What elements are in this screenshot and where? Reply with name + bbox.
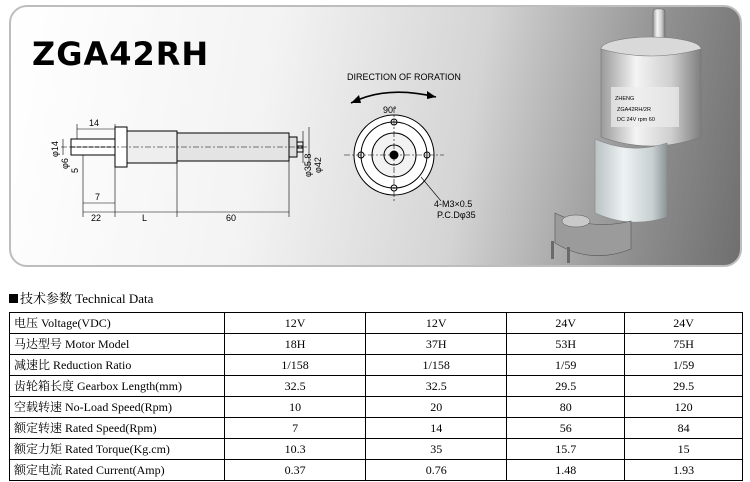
dim-5: 5: [70, 167, 80, 173]
table-row: [10, 418, 743, 439]
row-value: 15: [625, 439, 743, 460]
row-value: 1.48: [507, 460, 625, 481]
side-view-drawing: [61, 124, 309, 217]
front-view-drawing: [344, 107, 444, 203]
table-row: [10, 439, 743, 460]
dim-7: 7: [95, 192, 101, 202]
dim-22: 22: [91, 213, 102, 223]
dim-phi35: φ35.8: [303, 153, 313, 177]
row-value: 18H: [225, 334, 366, 355]
row-value: 15.7: [507, 439, 625, 460]
technical-drawing: [11, 7, 742, 267]
row-value: 80: [507, 397, 625, 418]
row-value: 10: [225, 397, 366, 418]
dim-14: 14: [89, 118, 100, 128]
row-value: 32.5: [225, 376, 366, 397]
row-value: 32.5: [366, 376, 507, 397]
table-row: [10, 313, 743, 334]
rotation-arrow: [351, 92, 436, 103]
screw-spec: 4-M3×0.5: [434, 199, 473, 209]
pcd-spec: P.C.Dφ35: [437, 210, 476, 220]
bullet-square-icon: [9, 294, 18, 303]
motor-photo: [551, 9, 701, 263]
rotation-arrow-head-left: [351, 95, 361, 103]
rotation-arrow-head-right: [427, 91, 436, 99]
section-title-text: 技术参数 Technical Data: [20, 291, 154, 306]
row-value: 24V: [625, 313, 743, 334]
row-value: 1/158: [225, 355, 366, 376]
row-value: 14: [366, 418, 507, 439]
dim-phi14: φ14: [50, 141, 60, 157]
model-title: ZGA42RH: [32, 35, 210, 73]
row-value: 1.93: [625, 460, 743, 481]
row-param: 额定力矩 Rated Torque(Kg.cm): [10, 439, 225, 460]
row-value: 37H: [366, 334, 507, 355]
dim-phi6: φ6: [60, 158, 70, 169]
row-value: 120: [625, 397, 743, 418]
table-row: [10, 397, 743, 418]
row-value: 84: [625, 418, 743, 439]
row-value: 0.76: [366, 460, 507, 481]
row-value: 29.5: [507, 376, 625, 397]
row-value: 12V: [366, 313, 507, 334]
row-param: 空载转速 No-Load Speed(Rpm): [10, 397, 225, 418]
row-value: 29.5: [625, 376, 743, 397]
row-value: 75H: [625, 334, 743, 355]
row-value: 35: [366, 439, 507, 460]
row-value: 7: [225, 418, 366, 439]
row-value: 0.37: [225, 460, 366, 481]
table-row: [10, 334, 743, 355]
product-banner: [9, 5, 742, 267]
motor-label-brand: ZHENG: [615, 96, 635, 102]
row-value: 24V: [507, 313, 625, 334]
dim-L: L: [142, 213, 148, 223]
row-param: 额定电流 Rated Current(Amp): [10, 460, 225, 481]
row-value: 20: [366, 397, 507, 418]
table-row: [10, 376, 743, 397]
row-param: 齿轮箱长度 Gearbox Length(mm): [10, 376, 225, 397]
dim-phi42: φ42: [313, 157, 323, 173]
row-value: 12V: [225, 313, 366, 334]
table-row: [10, 460, 743, 481]
angle-label: 90°: [383, 105, 397, 115]
row-value: 1/59: [625, 355, 743, 376]
row-value: 53H: [507, 334, 625, 355]
row-param: 马达型号 Motor Model: [10, 334, 225, 355]
row-value: 56: [507, 418, 625, 439]
motor-label-line2: DC 24V rpm 60: [617, 117, 655, 123]
section-title: [9, 288, 153, 307]
row-value: 10.3: [225, 439, 366, 460]
row-value: 1/59: [507, 355, 625, 376]
row-param: 电压 Voltage(VDC): [10, 313, 225, 334]
rotation-label: DIRECTION OF RORATION: [347, 72, 461, 82]
motor-label-line1: ZGA42RH/2R: [617, 107, 651, 113]
technical-data-table: [9, 312, 743, 481]
dim-60: 60: [226, 213, 237, 223]
row-param: 减速比 Reduction Ratio: [10, 355, 225, 376]
row-param: 额定转速 Rated Speed(Rpm): [10, 418, 225, 439]
row-value: 1/158: [366, 355, 507, 376]
table-row: [10, 355, 743, 376]
